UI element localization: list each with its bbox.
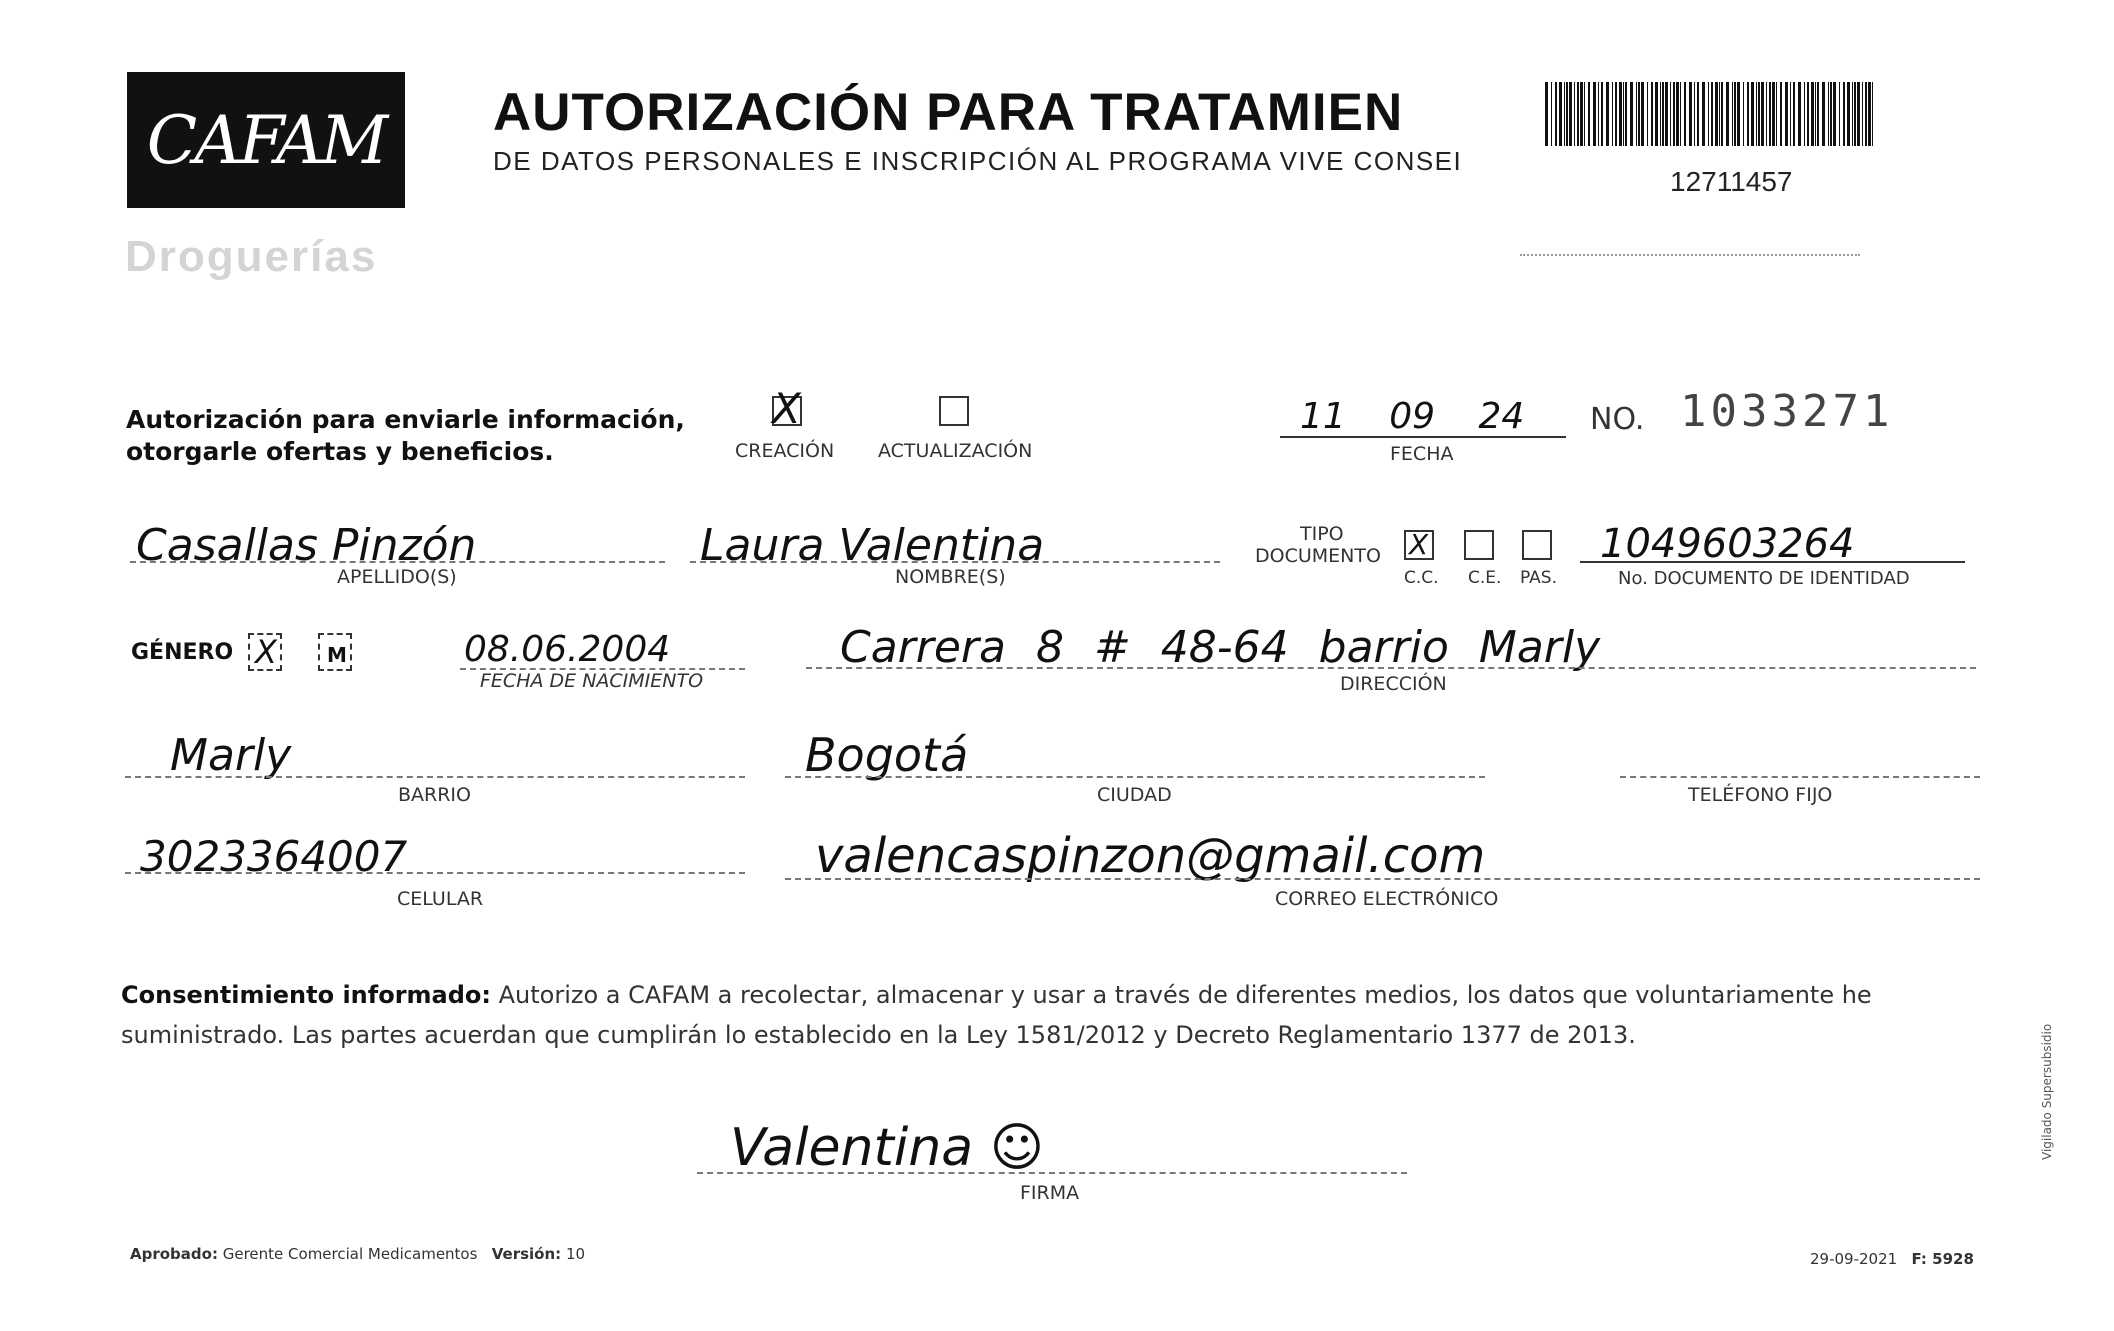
ciudad-line — [785, 776, 1485, 778]
apellidos-line — [130, 561, 665, 563]
doc-number-value[interactable]: 1049603264 — [1600, 521, 1855, 567]
consent-bold-label: Consentimiento informado: — [121, 981, 491, 1009]
birth-date-label: FECHA DE NACIMIENTO — [480, 670, 704, 692]
barrio-line — [125, 776, 745, 778]
barcode-bar — [1732, 82, 1733, 146]
barcode-bar — [1862, 82, 1863, 146]
form-title: AUTORIZACIÓN PARA TRATAMIEN — [493, 83, 1404, 142]
barcode-bar — [1828, 82, 1829, 146]
barcode-bar — [1598, 82, 1599, 146]
barcode-bar — [1868, 82, 1871, 146]
tipo-label: TIPO — [1300, 523, 1344, 545]
barcode-bar — [1721, 82, 1723, 146]
barcode-bar — [1830, 82, 1832, 146]
nombres-value[interactable]: Laura Valentina — [700, 520, 1045, 571]
barcode-bar — [1564, 82, 1565, 146]
barcode-bar — [1769, 82, 1771, 146]
barcode-bar — [1793, 82, 1795, 146]
barcode — [1545, 82, 1875, 146]
barcode-bar — [1815, 82, 1816, 146]
barcode-bar — [1588, 82, 1590, 146]
barcode-bar — [1766, 82, 1767, 146]
barcode-bar — [1619, 82, 1622, 146]
side-vigilado-text: Vigilado Supersubsidio — [2040, 1023, 2054, 1160]
barcode-bar — [1601, 82, 1603, 146]
barcode-bar — [1630, 82, 1633, 146]
barcode-bar — [1817, 82, 1819, 146]
genero-m-label: M — [327, 643, 347, 667]
version-label: Versión: — [491, 1245, 562, 1263]
genero-f-checkbox[interactable] — [248, 633, 282, 671]
barcode-bar — [1833, 82, 1836, 146]
form-subtitle: DE DATOS PERSONALES E INSCRIPCIÓN AL PROGRAMA VIVE CONSEI — [493, 146, 1463, 176]
logo-text: CAFAM — [146, 101, 386, 179]
barcode-bar — [1577, 82, 1579, 146]
telefono-label: TELÉFONO FIJO — [1688, 784, 1833, 806]
cc-label: C.C. — [1404, 568, 1439, 588]
header-dotted-line — [1520, 254, 1860, 256]
email-line — [785, 878, 1980, 880]
barcode-bar — [1680, 82, 1681, 146]
barcode-bar — [1734, 82, 1736, 146]
barcode-bar — [1545, 82, 1548, 146]
apellidos-value[interactable]: Casallas Pinzón — [136, 520, 477, 571]
ciudad-label: CIUDAD — [1097, 784, 1172, 806]
address-label: DIRECCIÓN — [1340, 673, 1447, 695]
footer-date: 29-09-2021 — [1810, 1250, 1898, 1268]
barcode-bar — [1798, 82, 1801, 146]
barcode-bar — [1747, 82, 1749, 146]
footer-date-code — [1810, 1250, 1974, 1268]
creacion-checkbox[interactable] — [772, 384, 802, 433]
actualizacion-checkbox[interactable] — [939, 396, 969, 426]
barcode-bar — [1647, 82, 1648, 146]
footer-approval — [130, 1245, 585, 1263]
barcode-bar — [1804, 82, 1805, 146]
signature-label: FIRMA — [1020, 1182, 1080, 1204]
barcode-bar — [1822, 82, 1825, 146]
fecha-line — [1280, 436, 1566, 438]
form-number: 1033271 — [1680, 386, 1894, 437]
ce-label: C.E. — [1468, 568, 1502, 588]
signature-line — [697, 1172, 1407, 1174]
celular-label: CELULAR — [397, 888, 484, 910]
barcode-bar — [1593, 82, 1596, 146]
cc-checkbox[interactable] — [1404, 530, 1434, 560]
consent-paragraph — [121, 975, 1981, 1055]
barcode-bar — [1711, 82, 1713, 146]
barcode-bar — [1559, 82, 1562, 146]
pas-label: PAS. — [1520, 568, 1557, 588]
fecha-value: 11 09 24 — [1300, 396, 1525, 437]
barcode-bar — [1702, 82, 1705, 146]
address-value[interactable]: Carrera 8 # 48-64 barrio Marly — [840, 622, 1601, 673]
barcode-bar — [1758, 82, 1760, 146]
barcode-bar — [1708, 82, 1709, 146]
no-label: NO. — [1590, 402, 1645, 437]
barcode-bar — [1569, 82, 1572, 146]
barcode-bar — [1662, 82, 1664, 146]
authorization-text-line1: Autorización para enviarle información, — [126, 405, 685, 434]
barcode-bar — [1843, 82, 1845, 146]
barrio-label: BARRIO — [398, 784, 471, 806]
apellidos-label: APELLIDO(S) — [337, 566, 457, 588]
barcode-bar — [1776, 82, 1777, 146]
aprobado-value: Gerente Comercial Medicamentos — [222, 1245, 478, 1263]
aprobado-label: Aprobado: — [130, 1245, 218, 1263]
email-value[interactable]: valencaspinzon@gmail.com — [815, 828, 1486, 884]
barcode-bar — [1761, 82, 1764, 146]
ce-checkbox[interactable] — [1464, 530, 1494, 560]
barcode-bar — [1606, 82, 1609, 146]
cafam-logo — [127, 72, 405, 208]
telefono-line[interactable] — [1620, 776, 1980, 778]
barcode-bar — [1623, 82, 1624, 146]
barcode-bar — [1790, 82, 1791, 146]
barcode-bar — [1584, 82, 1585, 146]
barcode-bar — [1872, 82, 1873, 146]
actualizacion-label: ACTUALIZACIÓN — [878, 440, 1033, 462]
nombres-line — [690, 561, 1220, 563]
barcode-bar — [1697, 82, 1699, 146]
genero-label: GÉNERO — [131, 640, 234, 665]
birth-date-value[interactable]: 08.06.2004 — [464, 629, 671, 670]
doc-number-line — [1580, 561, 1965, 563]
barcode-bar — [1665, 82, 1668, 146]
barcode-bar — [1847, 82, 1850, 146]
barcode-bar — [1580, 82, 1583, 146]
barcode-bar — [1555, 82, 1557, 146]
barcode-bar — [1807, 82, 1809, 146]
signature-value[interactable]: Valentina ☺ — [730, 1118, 1044, 1178]
barcode-bar — [1743, 82, 1744, 146]
nombres-label: NOMBRE(S) — [895, 566, 1006, 588]
barcode-bar — [1785, 82, 1788, 146]
barcode-bar — [1651, 82, 1653, 146]
footer-code: F: 5928 — [1911, 1250, 1974, 1268]
barcode-bar — [1854, 82, 1856, 146]
authorization-text-line2: otorgarle ofertas y beneficios. — [126, 437, 554, 466]
barcode-bar — [1772, 82, 1775, 146]
creacion-mark: X — [772, 384, 801, 433]
barcode-bar — [1670, 82, 1671, 146]
barcode-bar — [1615, 82, 1617, 146]
barcode-bar — [1737, 82, 1740, 146]
barcode-bar — [1726, 82, 1729, 146]
genero-m-checkbox[interactable] — [318, 633, 352, 671]
consent-text: Autorizo a CAFAM a recolectar, almacenar y usar a través de diferentes medios, los datos que voluntariamente he suministrado. Las partes acuerdan que cumplirán lo establecido en la Ley 1581/2012 y Decreto Reglamentario 1377 de 2013. — [121, 981, 1872, 1049]
creacion-label: CREACIÓN — [735, 440, 835, 462]
barcode-bar — [1612, 82, 1613, 146]
doc-number-label: No. DOCUMENTO DE IDENTIDAD — [1618, 568, 1910, 589]
barcode-bar — [1865, 82, 1867, 146]
email-label: CORREO ELECTRÓNICO — [1275, 888, 1499, 910]
barcode-bar — [1719, 82, 1720, 146]
barcode-bar — [1625, 82, 1627, 146]
celular-line — [125, 872, 745, 874]
barcode-bar — [1636, 82, 1637, 146]
barcode-bar — [1689, 82, 1692, 146]
barcode-bar — [1756, 82, 1757, 146]
barcode-bar — [1551, 82, 1552, 146]
barcode-bar — [1857, 82, 1860, 146]
genero-f-mark: X — [255, 633, 277, 671]
fecha-label: FECHA — [1390, 443, 1454, 465]
barcode-bar — [1852, 82, 1853, 146]
documento-label: DOCUMENTO — [1255, 545, 1381, 567]
barcode-bar — [1751, 82, 1754, 146]
faded-droguerias-text: Droguerías — [125, 232, 378, 281]
ciudad-value[interactable]: Bogotá — [805, 728, 969, 782]
barcode-bar — [1638, 82, 1640, 146]
barcode-bar — [1676, 82, 1679, 146]
cc-mark: X — [1409, 528, 1429, 561]
barcode-bar — [1673, 82, 1675, 146]
barcode-bar — [1566, 82, 1568, 146]
celular-value[interactable]: 3023364007 — [140, 832, 408, 881]
barcode-bar — [1811, 82, 1814, 146]
pas-checkbox[interactable] — [1522, 530, 1552, 560]
barrio-value[interactable]: Marly — [170, 730, 292, 781]
barcode-bar — [1574, 82, 1575, 146]
barcode-bar — [1839, 82, 1840, 146]
barcode-bar — [1684, 82, 1686, 146]
version-value: 10 — [565, 1245, 586, 1263]
barcode-bar — [1660, 82, 1661, 146]
barcode-bar — [1780, 82, 1782, 146]
barcode-number: 12711457 — [1670, 166, 1793, 197]
barcode-bar — [1641, 82, 1644, 146]
barcode-bar — [1715, 82, 1718, 146]
address-line — [806, 667, 1976, 669]
barcode-bar — [1694, 82, 1695, 146]
barcode-bar — [1655, 82, 1658, 146]
